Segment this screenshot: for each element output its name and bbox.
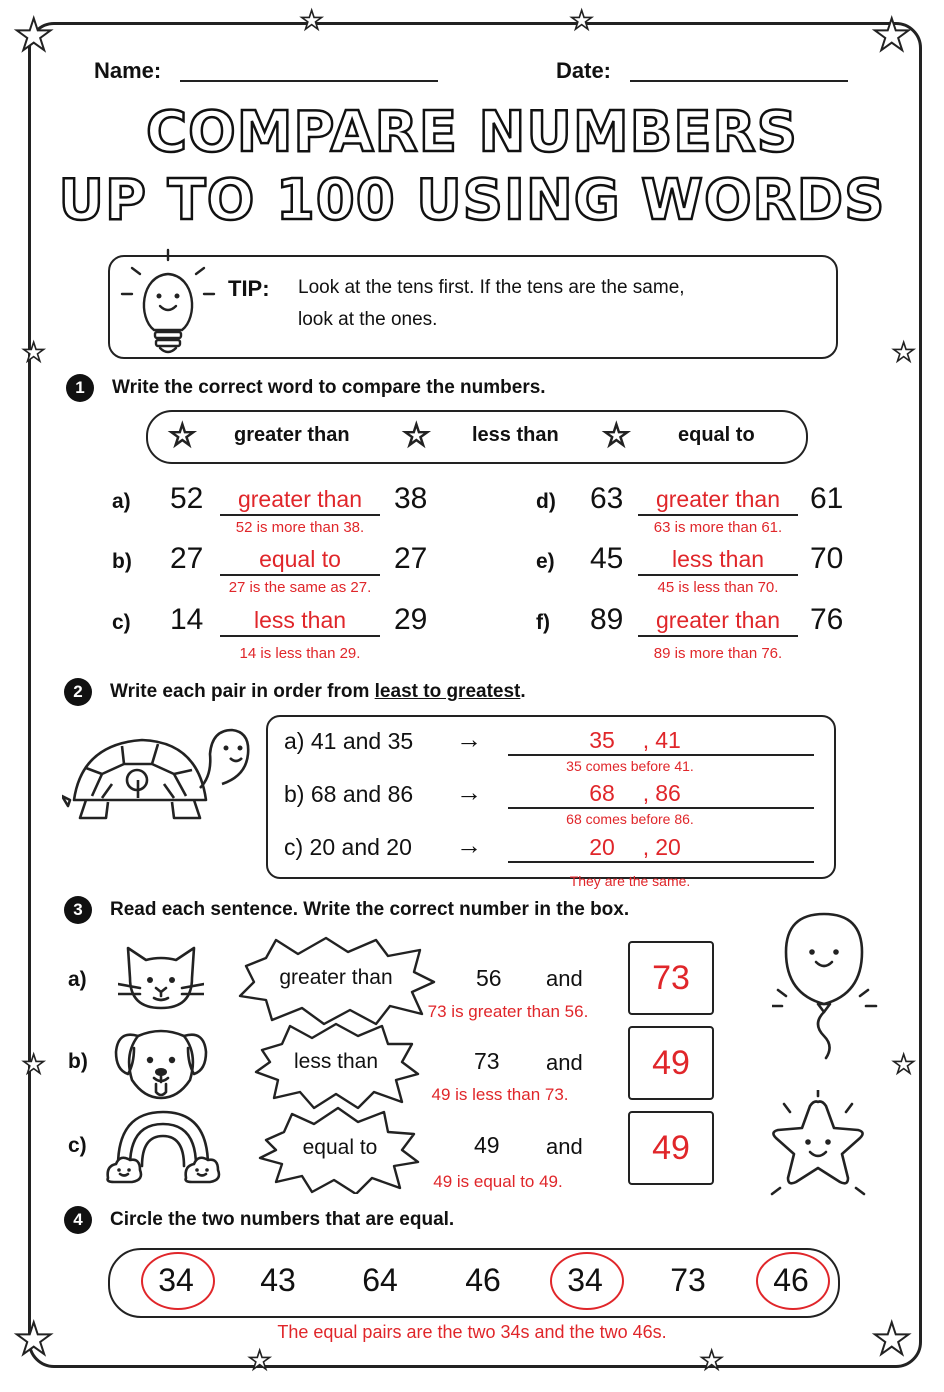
pair-question: b) 68 and 86 <box>284 781 414 807</box>
answer-word[interactable]: greater than <box>655 607 781 633</box>
answer-line <box>220 635 380 637</box>
section-number: 2 <box>64 678 92 706</box>
dog-icon <box>112 1024 210 1100</box>
number-left: 45 <box>590 542 624 575</box>
answer-line <box>220 574 380 576</box>
number-option[interactable]: 46 <box>465 1262 501 1298</box>
pair-answer-first[interactable]: 68 <box>589 780 615 806</box>
answer-line <box>638 574 798 576</box>
given-number: 56 <box>476 965 502 991</box>
question-letter: c) <box>112 611 131 634</box>
and-word: and <box>546 1134 583 1159</box>
number-option[interactable]: 43 <box>260 1262 296 1298</box>
answer-line <box>638 514 798 516</box>
number-left: 63 <box>590 482 624 515</box>
question-letter: a) <box>68 968 87 991</box>
arrow-icon: → <box>456 777 482 807</box>
comparison-phrase: greater than <box>279 966 393 989</box>
balloon-icon <box>772 906 884 1062</box>
number-option[interactable]: 34 <box>158 1262 194 1298</box>
answer-note: 35 comes before 41. <box>566 758 694 774</box>
number-left: 14 <box>170 603 204 636</box>
tip-text-line1: Look at the tens first. If the tens are the same, <box>298 277 685 298</box>
number-right: 70 <box>810 542 844 575</box>
star-icon: ☆ <box>602 416 631 454</box>
rainbow-icon <box>104 1108 222 1184</box>
star-icon: ☆ <box>402 416 431 454</box>
answer-line <box>508 754 814 756</box>
arrow-icon: → <box>456 724 482 754</box>
star-icon: ★ <box>300 6 324 36</box>
pair-separator: , <box>642 727 650 753</box>
answer-note: 49 is less than 73. <box>431 1085 569 1104</box>
star-icon: ★ <box>14 10 54 61</box>
answer-box[interactable]: 73 <box>628 941 714 1015</box>
answer-line <box>508 861 814 863</box>
star-icon: ★ <box>22 338 46 368</box>
comparison-phrase: equal to <box>302 1136 378 1159</box>
given-number: 49 <box>474 1132 500 1158</box>
question-letter: b) <box>68 1050 88 1073</box>
number-option[interactable]: 34 <box>567 1262 603 1298</box>
answer-note: 89 is more than 76. <box>653 645 783 662</box>
word-bank-item: less than <box>472 424 559 446</box>
question-letter: a) <box>112 490 131 513</box>
star-icon: ★ <box>22 1050 46 1080</box>
star-icon: ★ <box>872 1314 912 1365</box>
question-letter: e) <box>536 550 555 573</box>
section-title: Circle the two numbers that are equal. <box>110 1209 455 1230</box>
number-right: 38 <box>394 482 428 515</box>
pair-answer-first[interactable]: 35 <box>589 727 615 753</box>
and-word: and <box>546 966 583 991</box>
number-option[interactable]: 64 <box>362 1262 398 1298</box>
answer-note: 14 is less than 29. <box>239 645 361 662</box>
pair-question: a) 41 and 35 <box>284 728 414 754</box>
pair-separator: , <box>642 834 650 860</box>
section-title: Write each pair in order from least to greatest. <box>110 681 526 702</box>
answer-note: They are the same. <box>569 873 691 889</box>
question-letter: d) <box>536 490 556 513</box>
pair-answer-second[interactable]: 86 <box>655 780 681 806</box>
answer-box[interactable]: 49 <box>628 1026 714 1100</box>
lightbulb-icon <box>118 248 218 360</box>
pair-answer-first[interactable]: 20 <box>589 834 615 860</box>
section-title: Read each sentence. Write the correct number in the box. <box>110 899 630 920</box>
answer-line <box>638 635 798 637</box>
tip-label: TIP: <box>228 276 270 301</box>
number-right: 76 <box>810 603 844 636</box>
answer-note: 27 is the same as 27. <box>228 579 372 596</box>
number-left: 52 <box>170 482 204 515</box>
question-letter: c) <box>68 1134 87 1157</box>
given-number: 73 <box>474 1048 500 1074</box>
star-icon: ★ <box>570 6 594 36</box>
section-title: Write the correct word to compare the numbers. <box>112 377 546 398</box>
tip-text-line2: look at the ones. <box>298 309 438 330</box>
star-icon: ★ <box>700 1346 724 1376</box>
star-icon: ★ <box>248 1346 272 1376</box>
arrow-icon: → <box>456 830 482 860</box>
answer-word[interactable]: equal to <box>259 546 341 572</box>
answer-note: 63 is more than 61. <box>653 519 783 536</box>
number-left: 27 <box>170 542 204 575</box>
word-bank-item: equal to <box>678 424 755 446</box>
number-right: 29 <box>394 603 428 636</box>
answer-note: 45 is less than 70. <box>657 579 779 596</box>
star-icon: ☆ <box>168 416 197 454</box>
number-left: 89 <box>590 603 624 636</box>
date-field[interactable] <box>630 80 848 82</box>
star-icon: ★ <box>872 10 912 61</box>
pair-answer-second[interactable]: 20 <box>655 834 681 860</box>
answer-word[interactable]: greater than <box>655 486 781 512</box>
star-icon: ★ <box>892 1050 916 1080</box>
section-number: 1 <box>66 374 94 402</box>
page-title-line2: UP TO 100 USING WORDS <box>58 168 886 233</box>
answer-word[interactable]: greater than <box>237 486 363 512</box>
answer-box[interactable]: 49 <box>628 1111 714 1185</box>
question-letter: b) <box>112 550 132 573</box>
pair-question: c) 20 and 20 <box>284 834 412 860</box>
answer-line <box>508 807 814 809</box>
cat-icon <box>118 944 204 1014</box>
star-icon: ★ <box>892 338 916 368</box>
pair-answer-second[interactable]: 41 <box>655 727 681 753</box>
number-option[interactable]: 73 <box>670 1262 706 1298</box>
answer-note: 49 is equal to 49. <box>433 1172 563 1191</box>
number-option[interactable]: 46 <box>773 1262 809 1298</box>
question-letter: f) <box>536 611 550 634</box>
word-bank <box>146 410 808 464</box>
name-label: Name: <box>94 58 162 83</box>
word-bank-item: greater than <box>234 424 350 446</box>
answer-note: 68 comes before 86. <box>566 811 694 827</box>
and-word: and <box>546 1050 583 1075</box>
page-title-line1: COMPARE NUMBERS <box>146 100 798 165</box>
answer-note: The equal pairs are the two 34s and the two 46s. <box>277 1322 667 1342</box>
answer-word[interactable]: less than <box>253 607 347 633</box>
answer-note: 52 is more than 38. <box>235 519 365 536</box>
section-number: 3 <box>64 896 92 924</box>
section-number: 4 <box>64 1206 92 1234</box>
smiling-star-icon <box>762 1090 874 1206</box>
star-icon: ★ <box>14 1314 54 1365</box>
answer-word[interactable]: less than <box>671 546 765 572</box>
date-label: Date: <box>556 58 612 83</box>
answer-line <box>220 514 380 516</box>
pair-separator: , <box>642 780 650 806</box>
number-right: 61 <box>810 482 844 515</box>
turtle-icon <box>62 718 252 822</box>
number-right: 27 <box>394 542 428 575</box>
name-field[interactable] <box>180 80 438 82</box>
comparison-phrase: less than <box>293 1050 379 1073</box>
answer-note: 73 is greater than 56. <box>427 1002 589 1021</box>
